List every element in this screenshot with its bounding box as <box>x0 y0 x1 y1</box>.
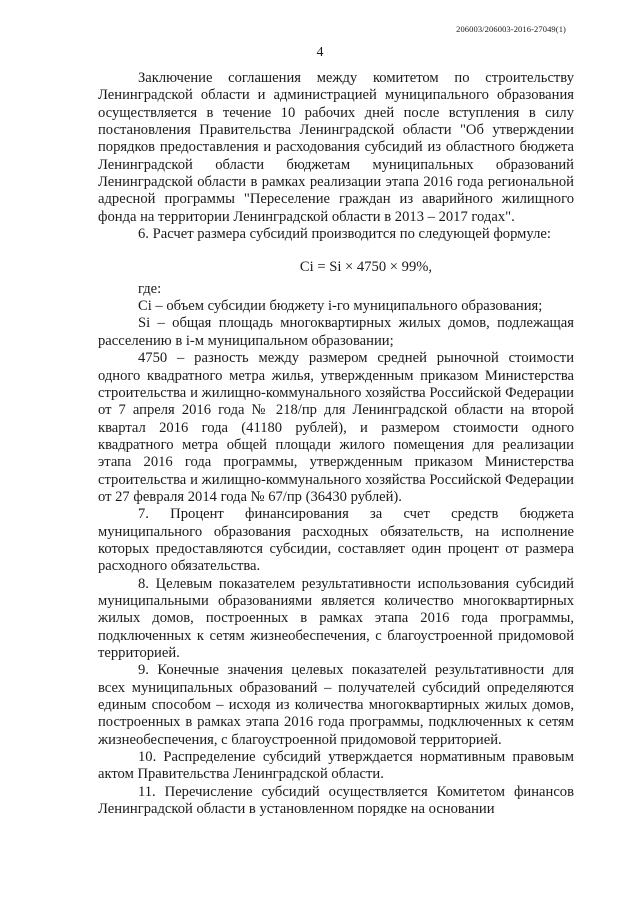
clause-8: 8. Целевым показателем результативности использования субсидий муниципальными образованиями является количество многоквартирных жилых домов, построенных в рамках этапа 2016 года программы, подключенных к сетям жизнеобеспечения, с благоустроенной придомовой территорией. <box>98 575 574 661</box>
clause-9: 9. Конечные значения целевых показателей результативности для всех муниципальных образований – получателей субсидий определяются единым способом – исходя из количества многоквартирных жилых домов, построенных в рамках этапа 2016 года программы, подключенных к сетям жизнеобеспечения, с благоустроенной придомовой территорией. <box>98 662 574 748</box>
page-number: 4 <box>316 45 324 60</box>
formula-where-label: где: <box>138 280 162 297</box>
definition-ci: Ci – объем субсидии бюджету i-го муниципального образования; <box>138 298 543 315</box>
formula: Ci = Si × 4750 × 99%, <box>299 259 433 276</box>
clause-7: 7. Процент финансирования за счет средств бюджета муниципального образования расходных обязательств, на исполнение которых предоставляются субсидии, составляет один процент от размера расходного обязательства. <box>98 506 574 575</box>
paragraph-agreement: Заключение соглашения между комитетом по строительству Ленинградской области и администрацией муниципального образования осуществляется в течение 10 рабочих дней после вступления в силу постановления Правительства Ленинградской области "Об утверждении порядков предоставления и расходования субсидий из областного бюджета Ленинградской области бюджетам муниципальных образований Ленинградской области в рамках реализации этапа 2016 года региональной адресной программы "Переселение граждан из аварийного жилищного фонда на территории Ленинградской области в 2013 – 2017 годах". <box>98 70 574 225</box>
definition-4750: 4750 – разность между размером средней рыночной стоимости одного квадратного метра жилья, утвержденным приказом Министерства строительства и жилищно-коммунального хозяйства Российской Федерации от 7 апреля 2016 года № 218/пр для Ленинградской области на второй квартал 2016 года (41180 рублей), и размером стоимости одного квадратного метра общей площади жилого помещения для реализации этапа 2016 года программы, утвержденным приказом Министерства строительства и жилищно-коммунального хозяйства Российской Федерации от 27 февраля 2014 года № 67/пр (36430 рублей). <box>98 350 574 505</box>
document-id: 206003/206003-2016-27049(1) <box>456 24 566 34</box>
clause-10: 10. Распределение субсидий утверждается нормативным правовым актом Правительства Ленинградской области. <box>98 749 574 783</box>
document-body <box>98 70 574 818</box>
paragraph-formula-intro: 6. Расчет размера субсидий производится по следующей формуле: <box>138 226 551 243</box>
definition-si: Si – общая площадь многоквартирных жилых домов, подлежащая расселению в i-м муниципальном образовании; <box>98 315 574 349</box>
clause-11: 11. Перечисление субсидий осуществляется Комитетом финансов Ленинградской области в установленном порядке на основании <box>98 783 574 818</box>
